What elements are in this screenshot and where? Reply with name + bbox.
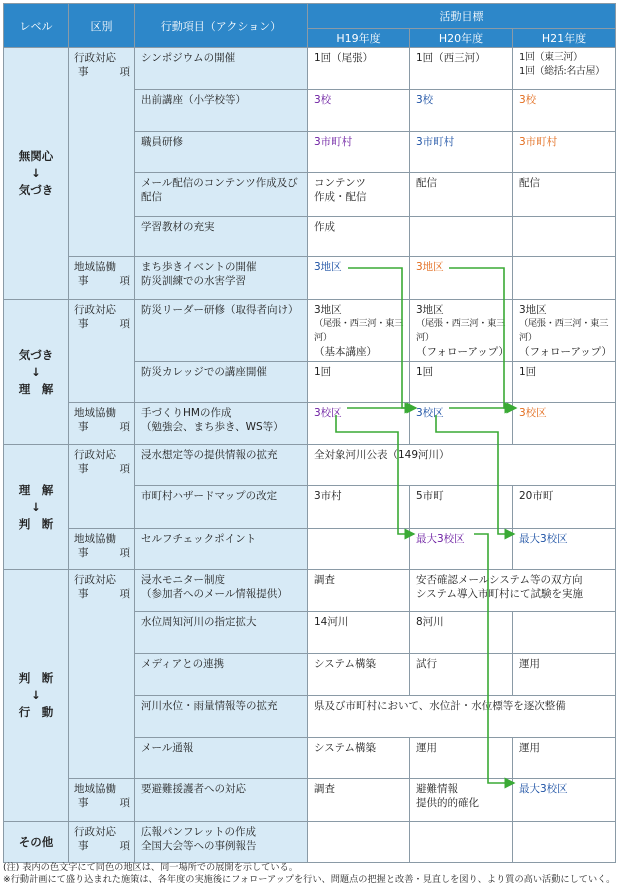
category-chiiki: 地域協働 事 項 bbox=[69, 779, 135, 822]
header-h21: H21年度 bbox=[513, 29, 616, 48]
action-water-level-rivers: 水位周知河川の指定拡大 bbox=[135, 612, 308, 654]
category-chiiki: 地域協働 事 項 bbox=[69, 257, 135, 300]
level-2-label: 気づき ↓ 理 解 bbox=[4, 300, 69, 445]
action-mail-content: メール配信のコンテンツ作成及び配信 bbox=[135, 173, 308, 217]
level-5-label: その他 bbox=[4, 822, 69, 863]
category-gyosei: 行政対応 事 項 bbox=[69, 822, 135, 863]
action-lecture: 出前講座（小学校等） bbox=[135, 90, 308, 132]
header-target: 活動目標 bbox=[308, 4, 616, 29]
action-learning-materials: 学習教材の充実 bbox=[135, 217, 308, 257]
action-staff-training: 職員研修 bbox=[135, 132, 308, 173]
category-gyosei: 行政対応 事 項 bbox=[69, 300, 135, 403]
level-4-label: 判 断 ↓ 行 動 bbox=[4, 570, 69, 822]
level-1-label: 無関心 ↓ 気づき bbox=[4, 48, 69, 300]
action-media: メディアとの連携 bbox=[135, 654, 308, 696]
action-pamphlet: 広報パンフレットの作成 全国大会等への事例報告 bbox=[135, 822, 308, 863]
action-leader-training: 防災リーダー研修（取得者向け） bbox=[135, 300, 308, 362]
footnotes bbox=[3, 862, 615, 886]
action-plan-table: レベル 区別 行動項目（アクション） 活動目標 H19年度 H20年度 H21年度 無関心 ↓ 気づき 行政対応 事 項 シンポジウムの開催 1回（尾張） 1回（西三河） 1回（東三河） 1回（総括:名古屋） 出前講座（小学校等） 3校 3校 3校 職員研修 3市町村 3市町村 3市町村 メール配信のコンテンツ作成及び配信 コンテンツ 作成・配信 配信 配信 学習教材の充実 作成 地域協働 事 項 まち歩きイベントの開催 防災訓練での水害学習 3地区 3地区 気づき ↓ 理 解 行政対応 事 項 防災リーダー研修（取得者向け） 3地区 （尾張・西三河・東三河） （基本講座） 3地区 （尾張・西三河・東三河） （フォローアップ） 3地区 （尾張・西三河・東三河） （フォローアップ） 防災カレッジでの講座開催 1回 1回 1回 地域協働 事 項 手づくりHMの作成 （勉強会、まち歩き、WS等） 3校区 3校区 3校区 理 解 ↓ 判 断 行政対応 事 項 浸水想定等の提供情報の拡充 全対象河川公表（149河川） 市町村ハザードマップの改定 3市村 5市町 20市町 地域協働 事 項 セルフチェックポイント 最大3校区 最大3校区 判 断 ↓ 行 動 行政対応 事 項 浸水モニター制度 （参加者へのメール情報提供） 調査 安否確認メールシステム等の双方向 システム導入市町村にて試験を実施 水位周知河川の指定拡大 14河川 8河川 メディアとの連携 システム構築 試行 運用 河川水位・雨量情報等の拡充 県及び市町村において、水位計・水位標等を逐次整備 メール通報 システム構築 運用 運用 地域協働 事 項 要避難援護者への対応 調査 避難情報 提供的的確化 最大3校区 その他 行政対応 事 項 広報パンフレットの作成 全国大会等への事例報告 bbox=[3, 3, 616, 863]
category-gyosei: 行政対応 事 項 bbox=[69, 570, 135, 779]
category-gyosei: 行政対応 事 項 bbox=[69, 48, 135, 257]
category-chiiki: 地域協働 事 項 bbox=[69, 403, 135, 445]
header-level: レベル bbox=[4, 4, 69, 48]
action-self-check: セルフチェックポイント bbox=[135, 529, 308, 570]
action-handmade-hm: 手づくりHMの作成 （勉強会、まち歩き、WS等） bbox=[135, 403, 308, 445]
action-evacuation-support: 要避難援護者への対応 bbox=[135, 779, 308, 822]
action-college: 防災カレッジでの講座開催 bbox=[135, 362, 308, 403]
action-symposium: シンポジウムの開催 bbox=[135, 48, 308, 90]
footnote-color: (注) 表内の色文字にて同色の地区は、同一場所での展開を示している。 bbox=[3, 862, 298, 873]
action-monitor: 浸水モニター制度 （参加者へのメール情報提供） bbox=[135, 570, 308, 612]
action-hazard-map: 市町村ハザードマップの改定 bbox=[135, 486, 308, 529]
header-h19: H19年度 bbox=[308, 29, 410, 48]
level-3-label: 理 解 ↓ 判 断 bbox=[4, 445, 69, 570]
action-town-walk: まち歩きイベントの開催 防災訓練での水害学習 bbox=[135, 257, 308, 300]
header-category: 区別 bbox=[69, 4, 135, 48]
category-gyosei: 行政対応 事 項 bbox=[69, 445, 135, 529]
footnote-followup: ※行動計画にて盛り込まれた施策は、各年度の実施後にフォローアップを行い、問題点の把握と改善・見直しを図り、より質の高い活動にしていく。 bbox=[3, 874, 615, 885]
header-h20: H20年度 bbox=[410, 29, 513, 48]
category-chiiki: 地域協働 事 項 bbox=[69, 529, 135, 570]
header-action: 行動項目（アクション） bbox=[135, 4, 308, 48]
action-inundation-info: 浸水想定等の提供情報の拡充 bbox=[135, 445, 308, 486]
action-river-info: 河川水位・雨量情報等の拡充 bbox=[135, 696, 308, 738]
action-mail-alert: メール通報 bbox=[135, 738, 308, 779]
